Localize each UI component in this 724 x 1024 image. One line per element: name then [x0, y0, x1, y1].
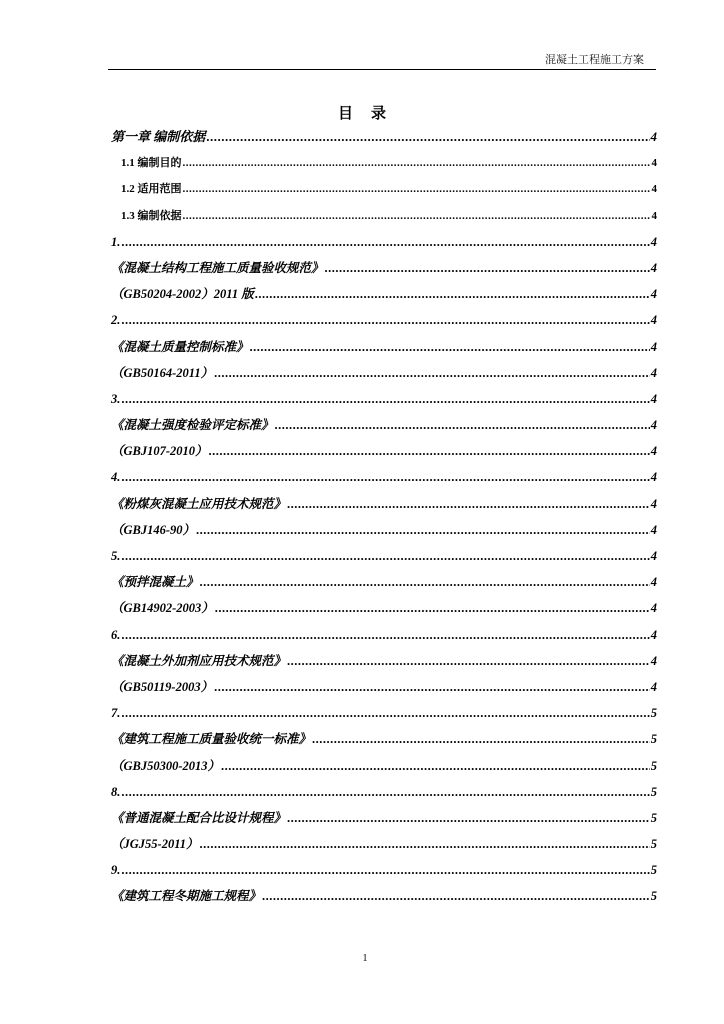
toc-entry-page: 4	[650, 549, 657, 563]
toc-entry[interactable]	[111, 595, 657, 621]
toc-entry[interactable]	[111, 648, 657, 674]
toc-entry-page: 5	[650, 810, 657, 825]
toc-dot-leader	[255, 281, 650, 307]
toc-entry-page: 4	[650, 339, 657, 354]
toc-entry-text: 1.1 编制目的	[121, 157, 182, 170]
toc-entry[interactable]	[111, 124, 657, 150]
toc-entry[interactable]	[111, 386, 657, 412]
toc-entry-text: 《混凝土质量控制标准》	[111, 339, 249, 354]
toc-entry-page: 4	[650, 601, 657, 616]
toc-dot-leader	[200, 831, 650, 857]
toc-entry[interactable]	[111, 412, 657, 438]
toc-dot-leader	[121, 779, 649, 805]
toc-entry-page: 4	[650, 287, 657, 302]
toc-dot-leader	[262, 883, 650, 909]
toc-entry[interactable]	[111, 229, 657, 255]
toc-entry-text: 2.	[111, 313, 121, 328]
toc-entry-page: 4	[650, 496, 657, 511]
toc-entry-page: 4	[650, 418, 657, 433]
toc-entry-text: 4.	[111, 470, 121, 485]
toc-entry[interactable]	[111, 805, 657, 831]
toc-entry[interactable]	[111, 334, 657, 360]
toc-title: 目录	[337, 104, 404, 122]
toc-entry[interactable]	[111, 150, 657, 176]
toc-entry-text: （GB14902-2003）	[111, 601, 214, 616]
toc-entry-text: 《预拌混凝土》	[111, 575, 199, 590]
toc-entry-text: 《混凝土结构工程施工质量验收规范》	[111, 260, 324, 275]
toc-entry-text: 9.	[111, 863, 121, 878]
toc-entry-text: （GBJ107-2010）	[111, 444, 208, 459]
toc-entry-page: 5	[650, 837, 657, 852]
toc-entry[interactable]	[111, 726, 657, 752]
page-number: 1	[362, 953, 368, 964]
toc-entry-text: 《普通混凝土配合比设计规程》	[111, 810, 287, 825]
toc-entry-page: 5	[650, 732, 657, 747]
toc-entry[interactable]	[111, 281, 657, 307]
toc-entry[interactable]	[111, 517, 657, 543]
toc-entry[interactable]	[111, 753, 657, 779]
toc-dot-leader	[183, 150, 651, 176]
toc-entry[interactable]	[111, 176, 657, 202]
toc-entry[interactable]	[111, 831, 657, 857]
toc-entry[interactable]	[111, 464, 657, 490]
toc-dot-leader	[183, 176, 651, 202]
toc-dot-leader	[121, 857, 649, 883]
toc-entry-text: 1.3 编制依据	[121, 209, 182, 222]
toc-dot-leader	[287, 491, 650, 517]
toc-entry-text: （GB50164-2011）	[111, 365, 214, 380]
toc-entry[interactable]	[111, 543, 657, 569]
toc-entry-text: 7.	[111, 706, 121, 721]
toc-entry-text: 《混凝土外加剂应用技术规范》	[111, 653, 287, 668]
toc-entry-text: 5.	[111, 549, 121, 563]
toc-entry-text: 《粉煤灰混凝土应用技术规范》	[111, 496, 287, 511]
toc-dot-leader	[325, 255, 650, 281]
toc-entry[interactable]	[111, 255, 657, 281]
toc-dot-leader	[214, 674, 650, 700]
toc-entry-page: 5	[650, 889, 657, 904]
toc-entry-text: 《建筑工程施工质量验收统一标准》	[111, 732, 312, 747]
toc-entry-page: 4	[650, 627, 657, 642]
toc-entry[interactable]	[111, 360, 657, 386]
toc-entry-page: 4	[650, 129, 657, 144]
toc-entry-text: 1.2 适用范围	[121, 183, 182, 196]
toc-entry-text: 第一章 编制依据	[111, 129, 206, 144]
toc-entry-page: 4	[650, 522, 657, 537]
toc-entry-text: 《混凝土强度检验评定标准》	[111, 418, 274, 433]
toc-dot-leader	[121, 386, 649, 412]
toc-dot-leader	[121, 622, 649, 648]
toc-entry[interactable]	[111, 622, 657, 648]
toc-entry-text: （GB50119-2003）	[111, 679, 214, 694]
toc-entry-page: 4	[650, 260, 657, 275]
toc-entry-text: 3.	[111, 391, 121, 406]
toc-dot-leader	[121, 543, 649, 569]
toc-entry-page: 4	[650, 391, 657, 406]
table-of-contents	[111, 124, 657, 910]
toc-dot-leader	[275, 412, 650, 438]
toc-entry-page: 4	[650, 679, 657, 694]
toc-entry-page: 4	[650, 575, 657, 590]
toc-entry[interactable]	[111, 438, 657, 464]
toc-dot-leader	[196, 517, 650, 543]
toc-dot-leader	[215, 595, 650, 621]
toc-entry[interactable]	[111, 883, 657, 909]
toc-entry-page: 4	[650, 365, 657, 380]
toc-entry[interactable]	[111, 700, 657, 726]
toc-entry[interactable]	[111, 779, 657, 805]
toc-dot-leader	[287, 648, 650, 674]
toc-entry-page: 4	[651, 157, 657, 170]
toc-entry-text: 8.	[111, 784, 121, 799]
toc-entry-page: 4	[651, 183, 657, 196]
toc-dot-leader	[206, 124, 649, 150]
toc-dot-leader	[214, 360, 650, 386]
toc-entry-page: 5	[650, 758, 657, 773]
toc-entry-text: （GB50204-2002）2011 版	[111, 287, 254, 302]
toc-entry[interactable]	[111, 857, 657, 883]
toc-entry[interactable]	[111, 203, 657, 229]
toc-entry-text: （GBJ50300-2013）	[111, 758, 221, 773]
toc-entry-page: 4	[650, 313, 657, 328]
toc-dot-leader	[183, 203, 651, 229]
toc-dot-leader	[250, 334, 650, 360]
toc-dot-leader	[312, 726, 650, 752]
toc-entry-page: 5	[650, 784, 657, 799]
toc-entry-page: 4	[650, 653, 657, 668]
toc-entry-text: 1.	[111, 234, 121, 249]
header-divider	[108, 69, 656, 70]
toc-dot-leader	[209, 438, 650, 464]
toc-entry-text: （JGJ55-2011）	[111, 837, 199, 852]
toc-entry-page: 4	[650, 444, 657, 459]
toc-entry[interactable]	[111, 674, 657, 700]
toc-entry-page: 4	[650, 470, 657, 485]
toc-dot-leader	[121, 700, 649, 726]
toc-entry[interactable]	[111, 569, 657, 595]
toc-dot-leader	[221, 753, 650, 779]
toc-dot-leader	[121, 464, 649, 490]
toc-entry-page: 5	[650, 706, 657, 721]
toc-entry-page: 4	[651, 209, 657, 222]
running-header-title: 混凝土工程施工方案	[545, 53, 644, 66]
toc-entry-text: 6.	[111, 627, 121, 642]
toc-dot-leader	[121, 307, 649, 333]
toc-entry[interactable]	[111, 307, 657, 333]
toc-dot-leader	[287, 805, 650, 831]
toc-entry-text: （GBJ146-90）	[111, 522, 196, 537]
toc-dot-leader	[200, 569, 650, 595]
toc-entry-text: 《建筑工程冬期施工规程》	[111, 889, 262, 904]
toc-entry-page: 5	[650, 863, 657, 878]
toc-dot-leader	[121, 229, 649, 255]
toc-entry[interactable]	[111, 491, 657, 517]
toc-entry-page: 4	[650, 234, 657, 249]
